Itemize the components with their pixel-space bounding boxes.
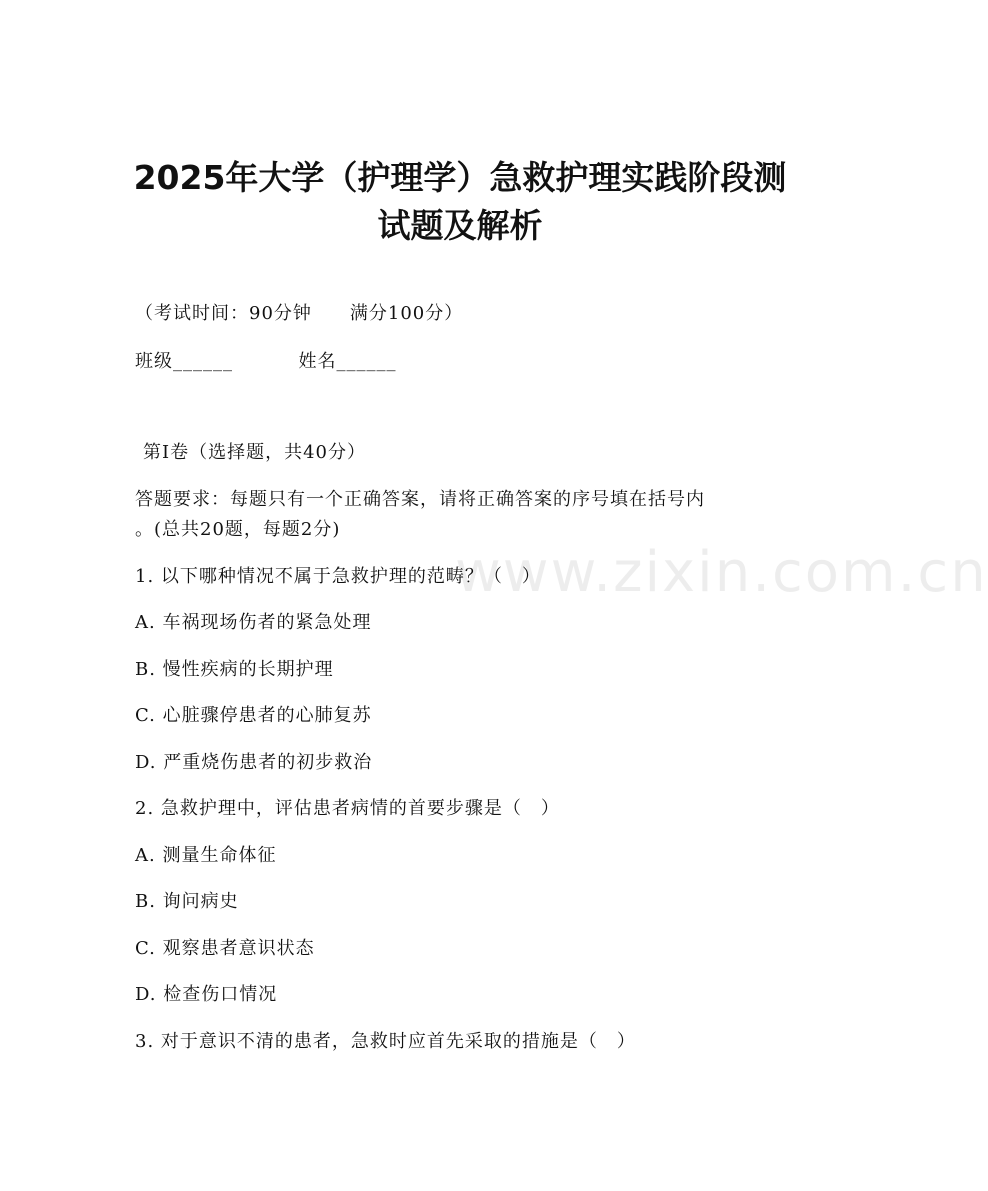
question-2: 2. 急救护理中，评估患者病情的首要步骤是（ ）: [135, 798, 560, 819]
exam-info: （考试时间：90分钟 满分100分）: [135, 303, 464, 324]
document-title-line1: 2025年大学（护理学）急救护理实践阶段测: [133, 158, 787, 197]
question-1-option-d: D. 严重烧伤患者的初步救治: [135, 752, 373, 773]
question-1: 1. 以下哪种情况不属于急救护理的范畴？（ ）: [135, 566, 541, 587]
question-1-option-b: B. 慢性疾病的长期护理: [135, 659, 334, 680]
question-1-option-a: A. 车祸现场伤者的紧急处理: [135, 612, 372, 633]
document-title-line2: 试题及解析: [377, 206, 543, 245]
class-label: 班级______: [135, 351, 233, 372]
question-2-option-b: B. 询问病史: [135, 891, 239, 912]
watermark: www.zixin.com.cn: [455, 540, 988, 605]
question-3: 3. 对于意识不清的患者，急救时应首先采取的措施是（ ）: [135, 1031, 636, 1052]
question-2-option-a: A. 测量生命体征: [135, 845, 277, 866]
name-label: 姓名______: [298, 351, 397, 372]
question-2-option-c: C. 观察患者意识状态: [135, 938, 315, 959]
question-2-option-d: D. 检查伤口情况: [135, 984, 278, 1005]
instructions-line2: 。(总共20题，每题2分): [135, 519, 341, 540]
question-1-option-c: C. 心脏骤停患者的心肺复苏: [135, 705, 372, 726]
class-name-row: [135, 350, 396, 374]
section-heading: 第Ⅰ卷（选择题，共40分）: [143, 442, 367, 463]
instructions-line1: 答题要求：每题只有一个正确答案，请将正确答案的序号填在括号内: [135, 489, 705, 510]
